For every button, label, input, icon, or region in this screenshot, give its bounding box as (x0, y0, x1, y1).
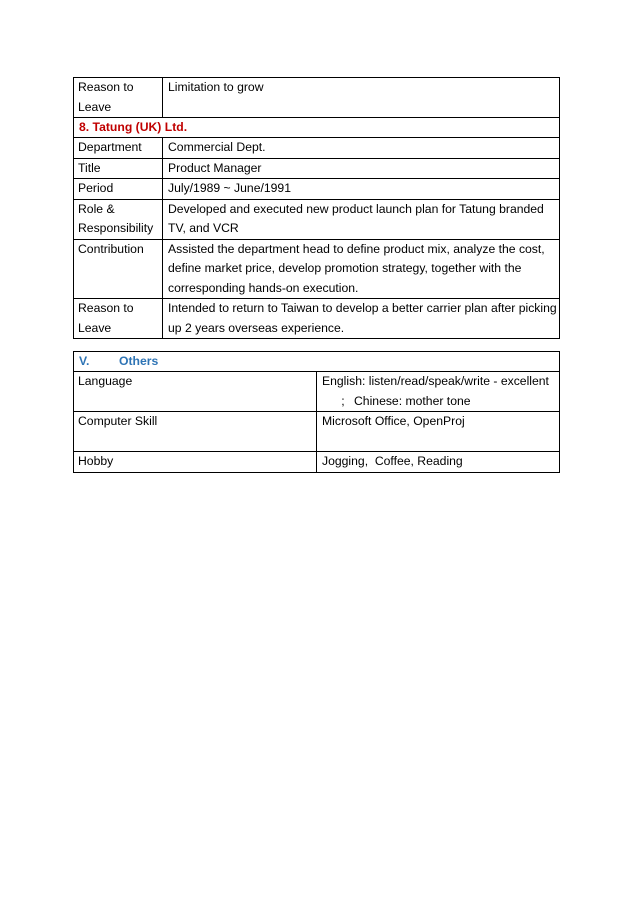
table-row (74, 158, 560, 179)
section-heading (74, 352, 560, 372)
table-row (74, 299, 560, 339)
department-value: Commercial Dept. (163, 138, 560, 159)
contribution-label: Contribution (74, 239, 163, 299)
company-heading-row (74, 118, 560, 138)
language-separator: ; (341, 393, 345, 408)
table-row (74, 412, 560, 452)
role-label: Role & Responsibility (74, 199, 163, 239)
table-row (74, 179, 560, 200)
title-value: Product Manager (163, 158, 560, 179)
reason-to-leave-label: Reason to Leave (74, 78, 163, 118)
section-number: V. (79, 354, 90, 368)
reason-value: Intended to return to Taiwan to develop a better carrier plan after picking up 2 years overseas experience. (163, 299, 560, 339)
reason-label: Reason to Leave (74, 299, 163, 339)
language-english: English: listen/read/speak/write - excellent (322, 374, 549, 388)
hobby-value: Jogging, Coffee, Reading (317, 452, 560, 473)
language-value (317, 372, 560, 412)
table-row (74, 239, 560, 299)
computer-skill-label: Computer Skill (74, 412, 317, 452)
period-label: Period (74, 179, 163, 200)
hobby-label: Hobby (74, 452, 317, 473)
experience-table (73, 77, 560, 339)
table-row (74, 452, 560, 473)
table-row (74, 138, 560, 159)
role-value: Developed and executed new product launch plan for Tatung branded TV, and VCR (163, 199, 560, 239)
section-title: Others (119, 354, 159, 368)
department-label: Department (74, 138, 163, 159)
contribution-value: Assisted the department head to define product mix, analyze the cost, define market price, develop promotion strategy, together with the corresponding hands-on execution. (163, 239, 560, 299)
reason-to-leave-value: Limitation to grow (163, 78, 560, 118)
table-row (74, 372, 560, 412)
others-table (73, 351, 560, 473)
title-label: Title (74, 158, 163, 179)
table-row (74, 199, 560, 239)
company-heading: 8. Tatung (UK) Ltd. (74, 118, 560, 138)
computer-skill-value: Microsoft Office, OpenProj (317, 412, 560, 452)
period-value: July/1989 ~ June/1991 (163, 179, 560, 200)
language-label: Language (74, 372, 317, 412)
language-chinese: Chinese: mother tone (354, 393, 471, 408)
section-heading-row (74, 352, 560, 372)
table-row (74, 78, 560, 118)
